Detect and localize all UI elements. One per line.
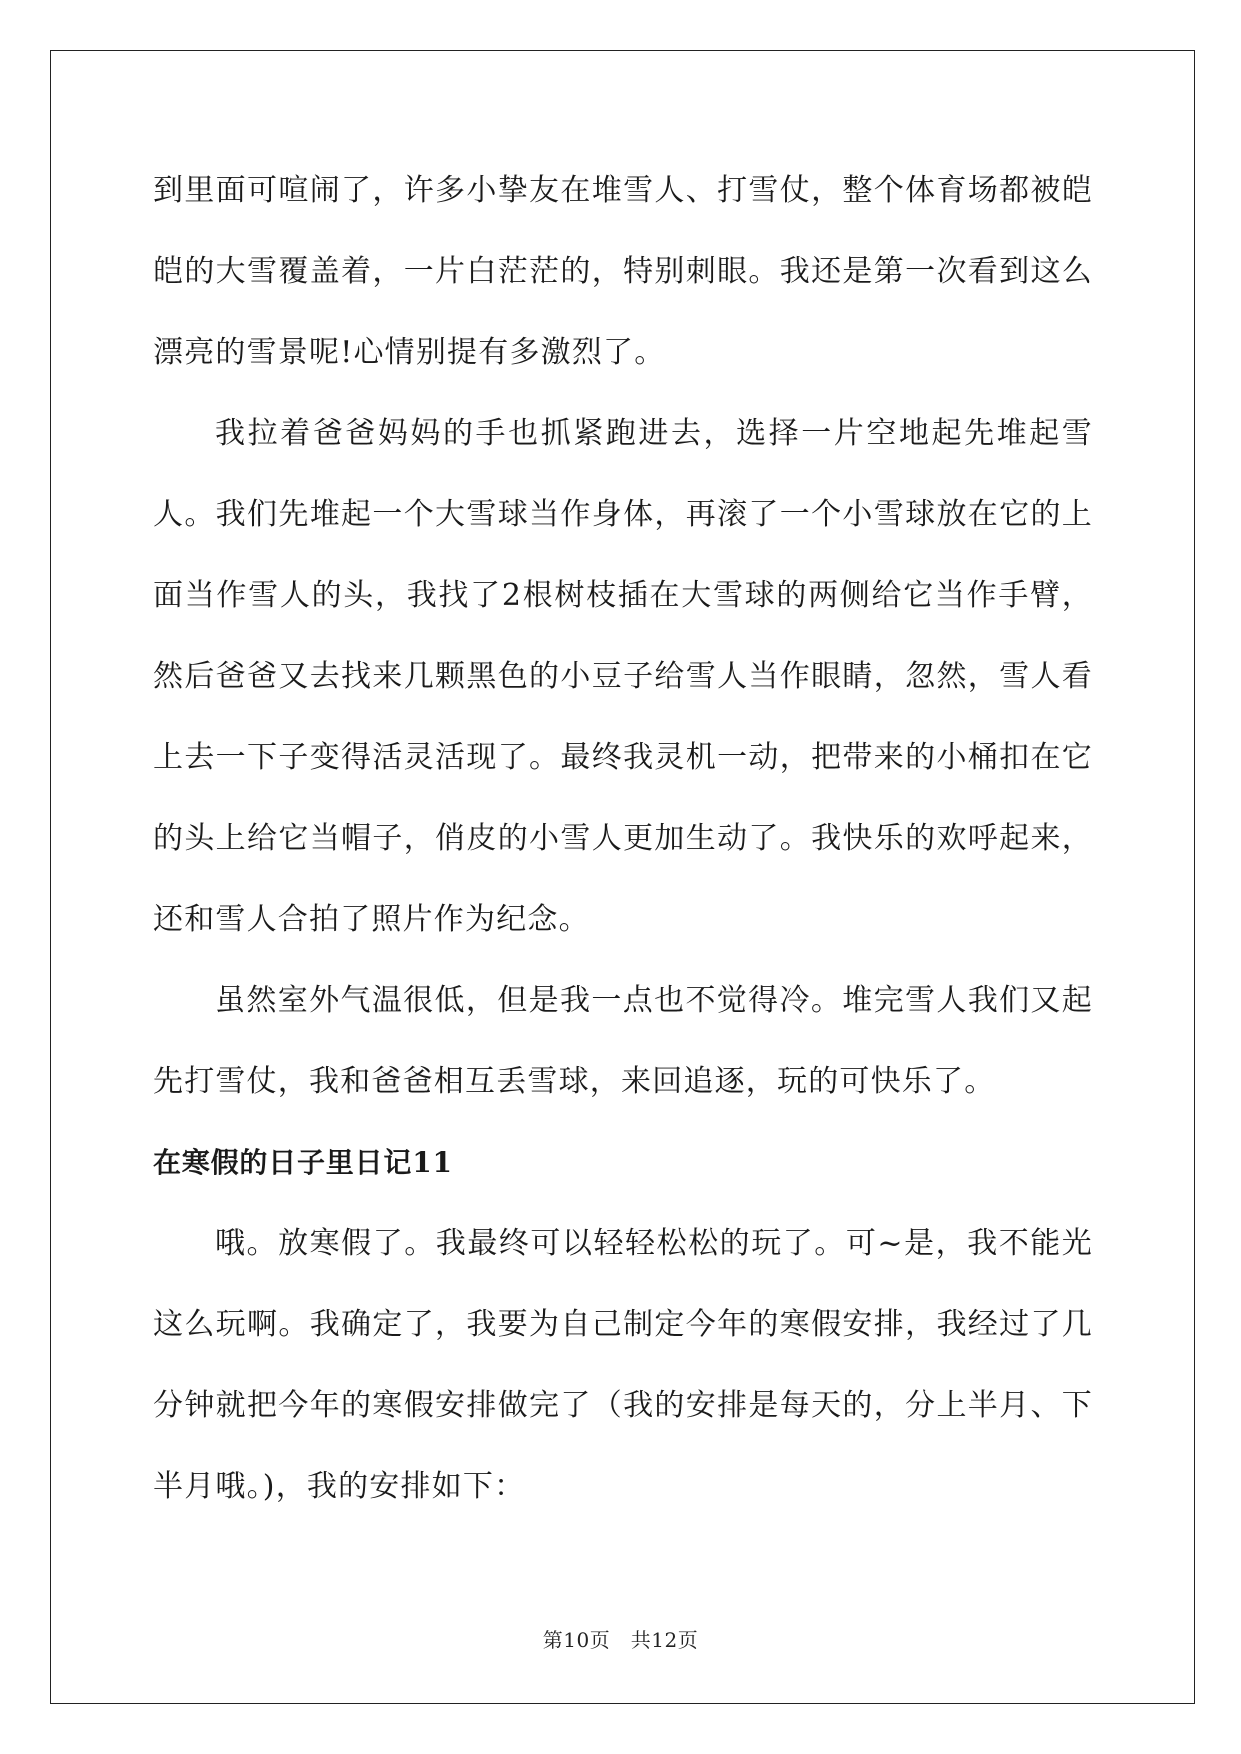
page-number: 第10页 bbox=[542, 1628, 611, 1652]
paragraph-3: 虽然室外气温很低，但是我一点也不觉得冷。堆完雪人我们又起先打雪仗，我和爸爸相互丢雪球，来回追逐，玩的可快乐了。 bbox=[153, 983, 1093, 1099]
document-body bbox=[153, 150, 1093, 1527]
paragraph-2: 我拉着爸爸妈妈的手也抓紧跑进去，选择一片空地起先堆起雪人。我们先堆起一个大雪球当作身体，再滚了一个小雪球放在它的上面当作雪人的头，我找了2根树枝插在大雪球的两侧给它当作手臂，然后爸爸又去找来几颗黑色的小豆子给雪人当作眼睛，忽然，雪人看上去一下子变得活灵活现了。最终我灵机一动，把带来的小桶扣在它的头上给它当帽子，俏皮的小雪人更加生动了。我快乐的欢呼起来，还和雪人合拍了照片作为纪念。 bbox=[153, 416, 1093, 937]
section-heading: 在寒假的日子里日记11 bbox=[153, 1146, 453, 1179]
paragraph-4: 哦。放寒假了。我最终可以轻轻松松的玩了。可~是，我不能光这么玩啊。我确定了，我要为自己制定今年的寒假安排，我经过了几分钟就把今年的寒假安排做完了（我的安排是每天的，分上半月、下半月哦。)，我的安排如下： bbox=[153, 1226, 1093, 1504]
paragraph-1: 到里面可喧闹了，许多小挚友在堆雪人、打雪仗，整个体育场都被皑皑的大雪覆盖着，一片白茫茫的，特别刺眼。我还是第一次看到这么漂亮的雪景呢!心情别提有多激烈了。 bbox=[153, 173, 1093, 370]
page-total: 共12页 bbox=[630, 1628, 699, 1652]
page-footer bbox=[0, 1624, 1241, 1653]
